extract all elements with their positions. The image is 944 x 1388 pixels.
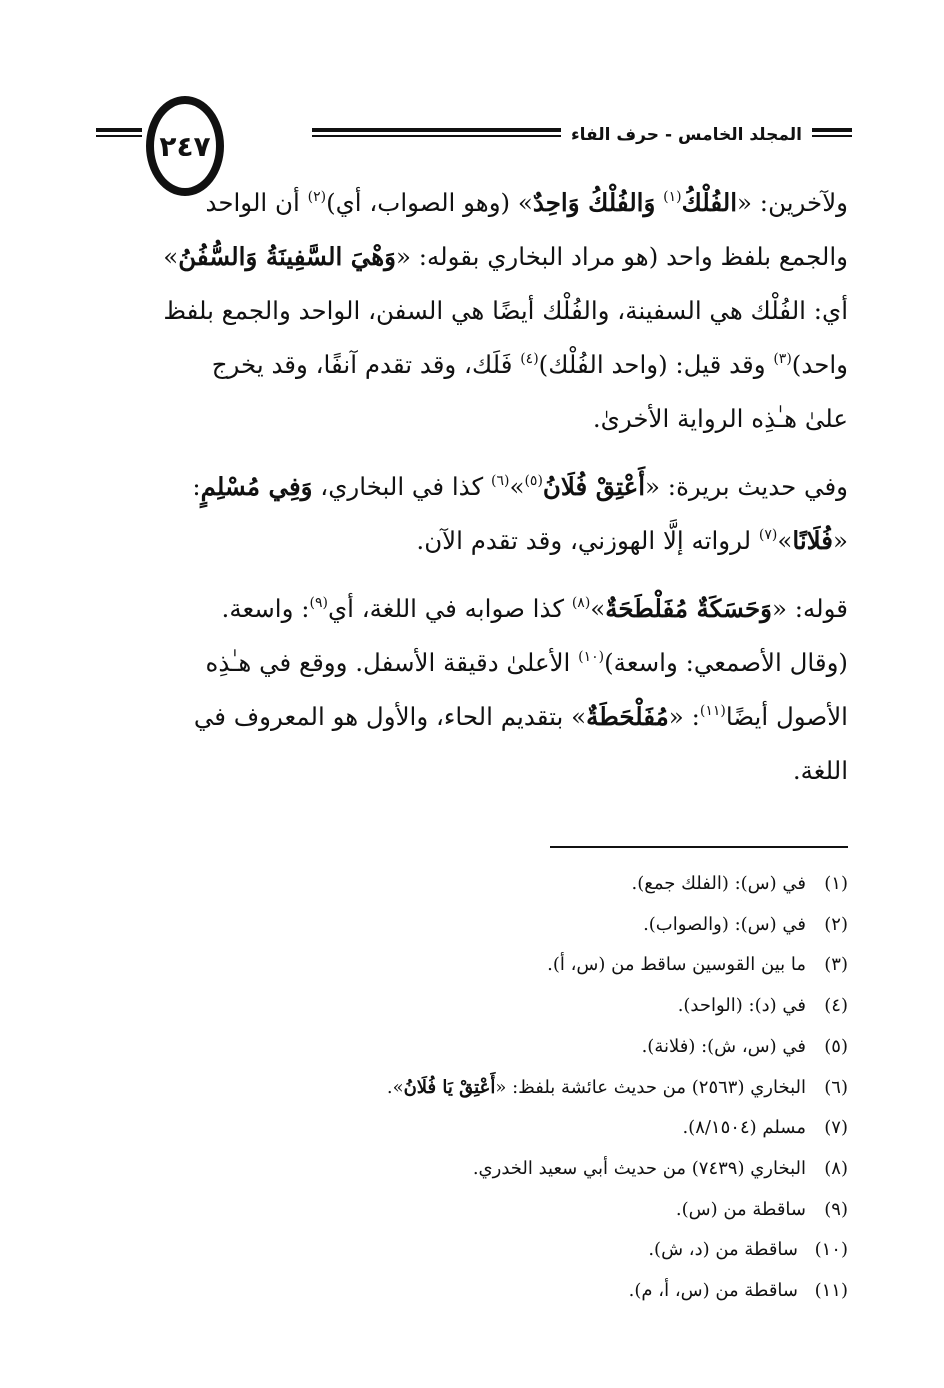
footnote-text: البخاري (٢٥٦٣) من حديث عائشة بلفظ: « — [495, 1076, 806, 1098]
quoted-word: أَعْتِقْ فُلَانُ — [542, 472, 646, 501]
footnote-number: (١) — [824, 873, 848, 894]
paragraph-hasaka — [96, 582, 848, 798]
footnote-text: في (س، ش): (فلانة). — [641, 1035, 806, 1057]
footnote-number: (٨) — [824, 1157, 848, 1179]
footnote-number: (٩) — [824, 1198, 848, 1220]
header-rule-left — [96, 128, 142, 138]
footnote — [96, 986, 848, 1027]
footnote-number: (٤) — [824, 995, 848, 1017]
text-line: «فُلَانًا»$^{(٧)}$ لرواته إلَّا الهوزني، وقد تقدم الآن. — [416, 526, 848, 555]
quoted-word: وَالفُلْكُ وَاحِدٌ — [532, 188, 656, 217]
volume-label: المجلد الخامس — [678, 125, 802, 145]
footnote-ref: (٩) — [309, 595, 328, 611]
quoted-word: وَفِي مُسْلِمٍ — [200, 472, 313, 501]
footnote-text: ساقطة من (س). — [675, 1198, 806, 1220]
footnote-ref: (١) — [663, 189, 682, 205]
footnote-text: البخاري (٧٤٣٩) من حديث أبي سعيد الخدري. — [472, 1157, 806, 1179]
footnote-text: ساقطة من (س، أ، م). — [628, 1280, 798, 1302]
footnote — [96, 1149, 848, 1190]
page-number: ٢٤٧ — [159, 129, 211, 163]
footnote — [96, 905, 848, 946]
footnote-ref: (٣) — [773, 351, 792, 367]
text-line: اللغة. — [792, 756, 848, 785]
main-text — [96, 176, 848, 798]
quoted-word: فُلَانًا — [792, 526, 833, 555]
footnote — [96, 945, 848, 986]
footnote-number: (٥) — [824, 1035, 848, 1057]
footnote-number: (١١) — [814, 1280, 848, 1302]
footnote-ref: (٢) — [307, 189, 327, 205]
footnote-text: في (س): (والصواب). — [643, 913, 806, 935]
section-label: حرف الفاء — [570, 125, 659, 145]
quoted-word: وَهْيَ السَّفِينَةُ وَالسُّفُنُ — [178, 242, 396, 271]
footnote-number: (٣) — [824, 954, 848, 976]
footnote-text: في (د): (الواحد). — [677, 995, 806, 1017]
paragraph-barira — [96, 460, 848, 568]
quoted-word: أَعْتِقْ يَا فُلَانُ — [403, 1076, 496, 1098]
footnote-number: (١٠) — [814, 1239, 848, 1261]
footnote-number: (٧) — [824, 1117, 848, 1139]
footnote-ref: (٤) — [520, 351, 539, 367]
text-line: واحد)$^{(٣)}$ وقد قيل: (واحد الفُلْك)$^{(٤)}$ فَلَك، وقد تقدم آنفًا، وقد يخرج — [211, 350, 848, 379]
footnote-text: في (س): (الفلك جمع). — [631, 873, 806, 894]
quoted-word: وَحَسَكَةٌ مُفَلْطَحَةٌ — [605, 594, 772, 623]
footnote-ref: (٨) — [571, 595, 591, 611]
footnote — [96, 1068, 848, 1109]
text-line: أي: الفُلْك هي السفينة، والفُلْك أيضًا هي السفن، الواحد والجمع بلفظ — [163, 296, 848, 325]
text-line: ولآخرين: «الفُلْكُ$^{(١)}$ وَالفُلْكُ وَاحِدٌ» (وهو الصواب، أي)$^{(٢)}$ أن الواحد — [205, 188, 848, 217]
quoted-word: الفُلْكُ — [681, 188, 738, 217]
text-line: (وقال الأصمعي: واسعة)$^{(١٠)}$ الأعلىٰ دقيقة الأسفل. ووقع في هـٰذِه — [205, 648, 848, 677]
footnote-number: (٦) — [824, 1076, 848, 1098]
footnote-ref: (٧) — [758, 527, 778, 543]
header-title — [561, 124, 812, 146]
footnote-text: مسلم (٨/١٥٠٤). — [682, 1117, 806, 1139]
footnotes — [96, 864, 848, 1312]
footnote-ref: (١٠) — [578, 649, 605, 665]
footnote — [96, 1190, 848, 1231]
footnote-number: (٢) — [824, 913, 848, 935]
footnote — [96, 1027, 848, 1068]
footnote-text-end: ». — [386, 1076, 404, 1098]
text-line: قوله: «وَحَسَكَةٌ مُفَلْطَحَةٌ»$^{(٨)}$ كذا صوابه في اللغة، أي$^{(٩)}$: واسعة. — [221, 594, 848, 623]
footnote-ref: (١١) — [699, 703, 726, 719]
text-line: وفي حديث بريرة: «أَعْتِقْ فُلَانُ$^{(٥)}$»$^{(٦)}$ كذا في البخاري، وَفِي مُسْلِمٍ: — [192, 472, 848, 501]
footnote — [96, 1108, 848, 1149]
footnote-separator — [550, 846, 848, 848]
footnote-text: ما بين القوسين ساقط من (س، أ). — [547, 954, 806, 976]
header-separator: - — [664, 125, 673, 145]
text-line: الأصول أيضًا$^{(١١)}$: «مُفَلْحَطَةٌ» بتقديم الحاء، والأول هو المعروف في — [193, 702, 848, 731]
footnote — [96, 1230, 848, 1271]
footnote-ref: (٥) — [524, 473, 543, 489]
paragraph-falak — [96, 176, 848, 446]
footnote-text: ساقطة من (د، ش). — [648, 1239, 798, 1261]
footnote — [96, 864, 848, 905]
text-line: والجمع بلفظ واحد (هو مراد البخاري بقوله: «وَهْيَ السَّفِينَةُ وَالسُّفُنُ» — [163, 242, 848, 271]
quoted-word: مُفَلْحَطَةٌ — [586, 702, 669, 731]
footnote — [96, 1271, 848, 1312]
text-line: علىٰ هـٰذِه الرواية الأخرىٰ. — [592, 404, 848, 433]
footnote-ref: (٦) — [490, 473, 510, 489]
